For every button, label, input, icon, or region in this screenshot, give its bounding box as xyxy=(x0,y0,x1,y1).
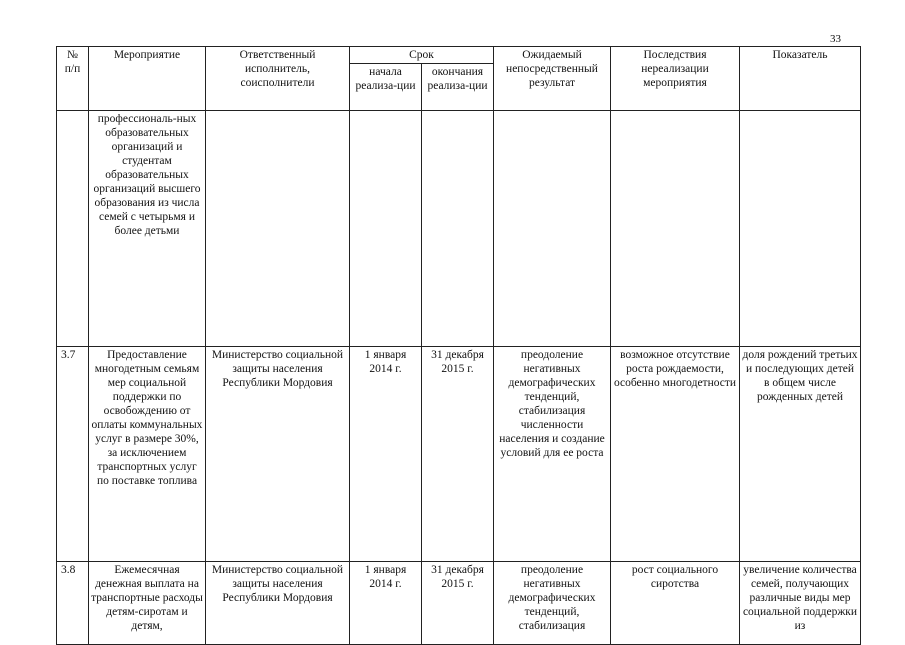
row-event: профессиональ-ных образовательных организаций и студентам образовательных организаций высшего образования из числа семей с четырьмя и более детьми xyxy=(89,111,206,347)
header-number: № п/п xyxy=(57,47,89,111)
row-end xyxy=(422,111,494,347)
row-number: 3.8 xyxy=(57,562,89,645)
table-row xyxy=(57,347,861,562)
row-responsible: Министерство социальной защиты населения Республики Мордовия xyxy=(206,347,350,562)
row-expected: преодоление негативных демографических тенденций, стабилизация xyxy=(494,562,611,645)
row-number xyxy=(57,111,89,347)
header-consequences: Последствия нереализации мероприятия xyxy=(611,47,740,111)
header-indicator: Показатель xyxy=(740,47,861,111)
row-indicator: увеличение количества семей, получающих различные виды мер социальной поддержки из xyxy=(740,562,861,645)
row-indicator: доля рождений третьих и последующих детей в общем числе рожденных детей xyxy=(740,347,861,562)
row-event: Ежемесячная денежная выплата на транспортные расходы детям-сиротам и детям, xyxy=(89,562,206,645)
row-indicator xyxy=(740,111,861,347)
row-consequences: рост социального сиротства xyxy=(611,562,740,645)
page-number: 33 xyxy=(830,33,841,45)
header-term-start: начала реализа-ции xyxy=(350,64,422,111)
action-plan-table xyxy=(56,46,861,645)
row-end: 31 декабря 2015 г. xyxy=(422,562,494,645)
header-term-end: окончания реализа-ции xyxy=(422,64,494,111)
row-responsible: Министерство социальной защиты населения Республики Мордовия xyxy=(206,562,350,645)
row-event: Предоставление многодетным семьям мер социальной поддержки по освобождению от оплаты коммунальных услуг в размере 30%, за исключением транспортных услуг по поставке топлива xyxy=(89,347,206,562)
row-expected: преодоление негативных демографических тенденций, стабилизация численности населения и создание условий для ее роста xyxy=(494,347,611,562)
row-start: 1 января 2014 г. xyxy=(350,562,422,645)
row-consequences: возможное отсутствие роста рождаемости, особенно многодетности xyxy=(611,347,740,562)
row-number: 3.7 xyxy=(57,347,89,562)
header-expected-result: Ожидаемый непосредственный результат xyxy=(494,47,611,111)
row-end: 31 декабря 2015 г. xyxy=(422,347,494,562)
row-start xyxy=(350,111,422,347)
table-row xyxy=(57,111,861,347)
header-responsible: Ответственный исполнитель, соисполнители xyxy=(206,47,350,111)
row-expected xyxy=(494,111,611,347)
table-row xyxy=(57,562,861,645)
header-event: Мероприятие xyxy=(89,47,206,111)
header-term: Срок xyxy=(350,47,494,64)
row-start: 1 января 2014 г. xyxy=(350,347,422,562)
row-responsible xyxy=(206,111,350,347)
row-consequences xyxy=(611,111,740,347)
header-row xyxy=(57,47,861,64)
